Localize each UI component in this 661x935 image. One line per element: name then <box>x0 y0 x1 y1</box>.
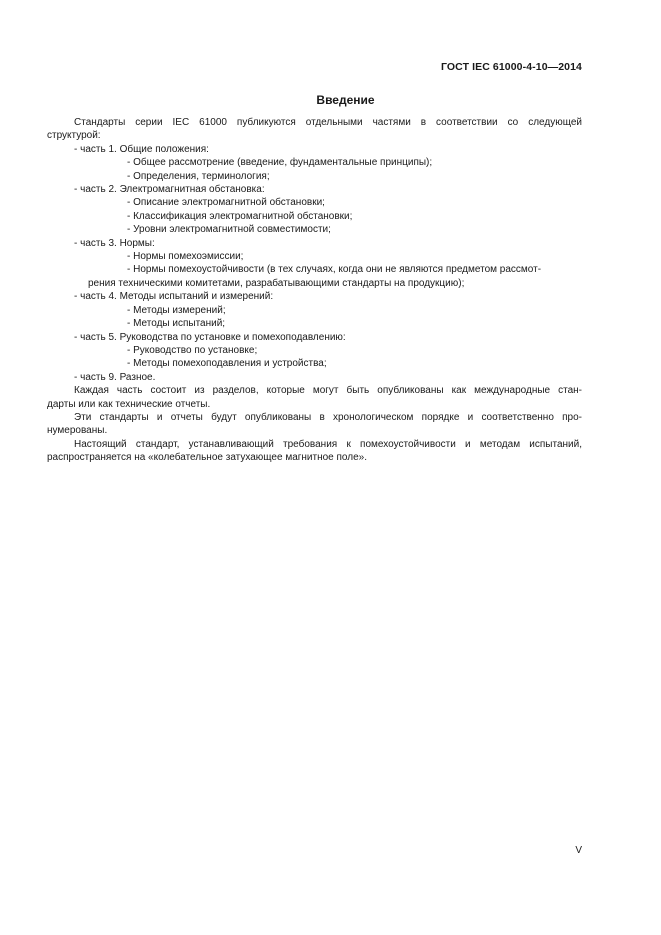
section-title: Введение <box>316 93 375 107</box>
paragraph-line: распространяется на «колебательное затухающее магнитное поле». <box>47 452 368 464</box>
paragraph-line: нумерованы. <box>47 425 108 437</box>
sub-list-item: - Классификация электромагнитной обстановки; <box>127 210 353 222</box>
sub-list-item: - Общее рассмотрение (введение, фундаментальные принципы); <box>127 157 433 169</box>
sub-list-item-continuation: рения техническими комитетами, разрабатывающими стандарты на продукцию); <box>88 277 465 289</box>
sub-list-item: - Методы помехоподавления и устройства; <box>127 358 327 370</box>
sub-list-item: - Нормы помехоэмиссии; <box>127 251 244 263</box>
paragraph-line: Эти стандарты и отчеты будут опубликованы в хронологическом порядке и соответственно про- <box>74 411 582 423</box>
intro-line: структурой: <box>47 130 101 142</box>
sub-list-item: - Описание электромагнитной обстановки; <box>127 197 325 209</box>
paragraph-line: дарты или как технические отчеты. <box>47 398 211 410</box>
list-item-part-1: - часть 1. Общие положения: <box>74 143 209 155</box>
document-body <box>47 116 582 465</box>
list-item-part-9: - часть 9. Разное. <box>74 371 156 383</box>
list-item-part-2: - часть 2. Электромагнитная обстановка: <box>74 184 265 196</box>
list-item-part-5: - часть 5. Руководства по установке и помехоподавлению: <box>74 331 346 343</box>
sub-list-item: - Методы измерений; <box>127 304 226 316</box>
intro-line: Стандарты серии IEC 61000 публикуются отдельными частями в соответствии со следующей <box>74 117 582 128</box>
list-item-part-4: - часть 4. Методы испытаний и измерений: <box>74 291 274 303</box>
list-item-part-3: - часть 3. Нормы: <box>74 237 155 249</box>
paragraph-line: Каждая часть состоит из разделов, которые могут быть опубликованы как международные стан- <box>74 385 582 397</box>
sub-list-item: - Нормы помехоустойчивости (в тех случаях, когда они не являются предметом рассмот- <box>127 264 542 276</box>
sub-list-item: - Методы испытаний; <box>127 318 226 330</box>
page-number: V <box>575 845 582 856</box>
document-code: ГОСТ IEC 61000-4-10—2014 <box>440 61 582 73</box>
sub-list-item: - Определения, терминология; <box>127 170 270 182</box>
sub-list-item: - Уровни электромагнитной совместимости; <box>127 224 331 236</box>
sub-list-item: - Руководство по установке; <box>127 344 258 356</box>
paragraph-line: Настоящий стандарт, устанавливающий требования к помехоустойчивости и методам испытаний, <box>74 438 582 450</box>
